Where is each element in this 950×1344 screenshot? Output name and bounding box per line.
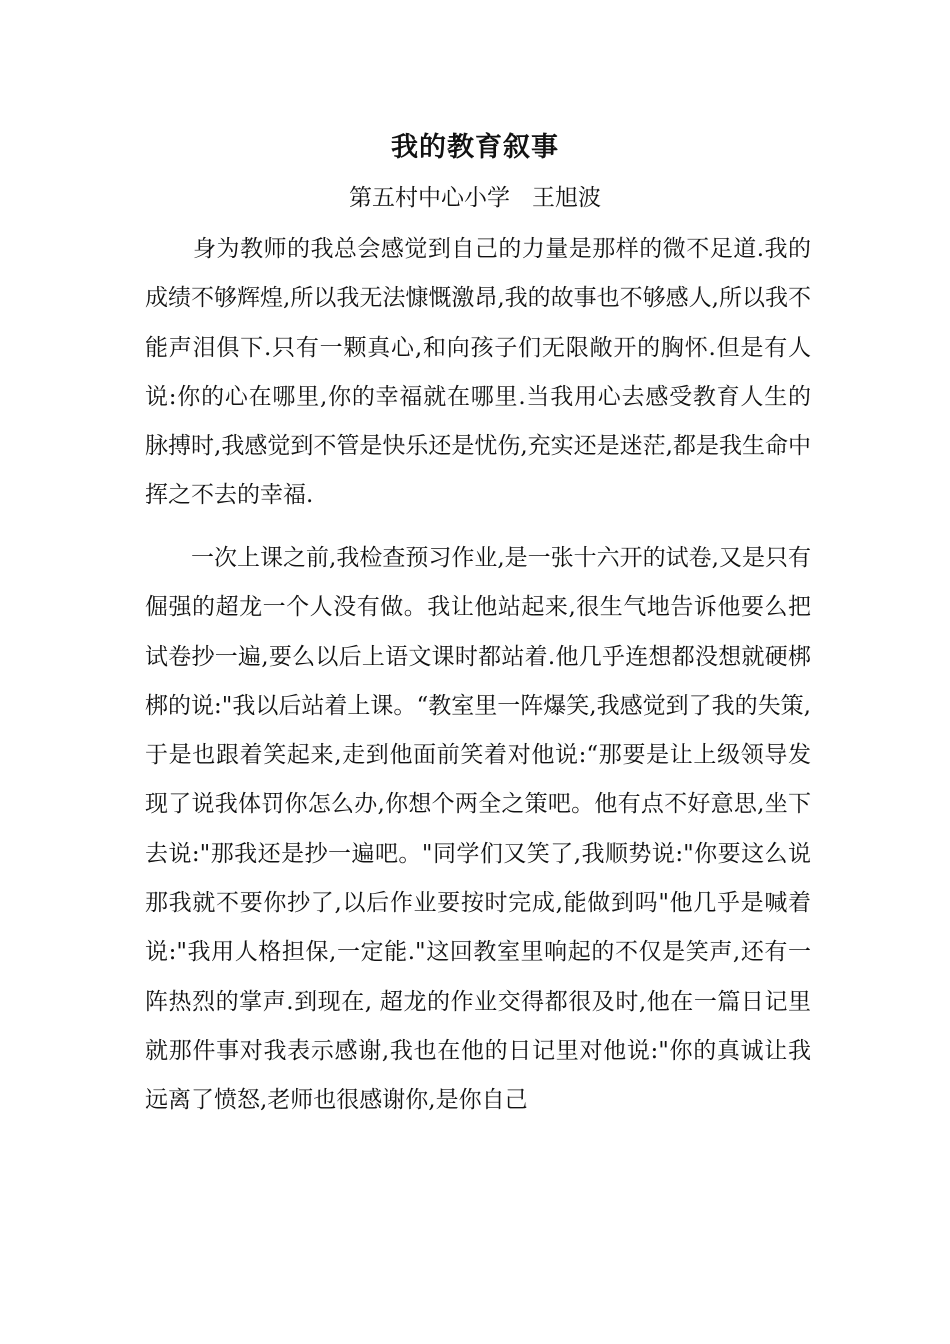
paragraph-1: 身为教师的我总会感觉到自己的力量是那样的微不足道.我的成绩不够辉煌,所以我无法慷慨激昂,我的故事也不够感人,所以我不能声泪俱下.只有一颗真心,和向孩子们无限敞开的胸怀.但是有人说:你的心在哪里,你的幸福就在哪里.当我用心去感受教育人生的脉搏时,我感觉到不管是快乐还是忧伤,充实还是迷茫,都是我生命中挥之不去的幸福. bbox=[145, 236, 811, 509]
document-author: 第五村中心小学 王旭波 bbox=[349, 185, 601, 211]
paragraph-2: 一次上课之前,我检查预习作业,是一张十六开的试卷,又是只有倔强的超龙一个人没有做。我让他站起来,很生气地告诉他要么把试卷抄一遍,要么以后上语文课时都站着.他几乎连想都没想就硬梆梆的说:"我以后站着上课。“教室里一阵爆笑,我感觉到了我的失策,于是也跟着笑起来,走到他面前笑着对他说:“那要是让上级领导发现了说我体罚你怎么办,你想个两全之策吧。他有点不好意思,坐下去说:"那我还是抄一遍吧。"同学们又笑了,我顺势说:"你要这么说那我就不要你抄了,以后作业要按时完成,能做到吗"他几乎是喊着说:"我用人格担保,一定能."这回教室里响起的不仅是笑声,还有一阵热烈的掌声.到现在, 超龙的作业交得都很及时,他在一篇日记里就那件事对我表示感谢,我也在他的日记里对他说:"你的真诚让我远离了愤怒,老师也很感谢你,是你自己 bbox=[145, 545, 811, 1114]
document-title: 我的教育叙事 bbox=[391, 132, 559, 163]
